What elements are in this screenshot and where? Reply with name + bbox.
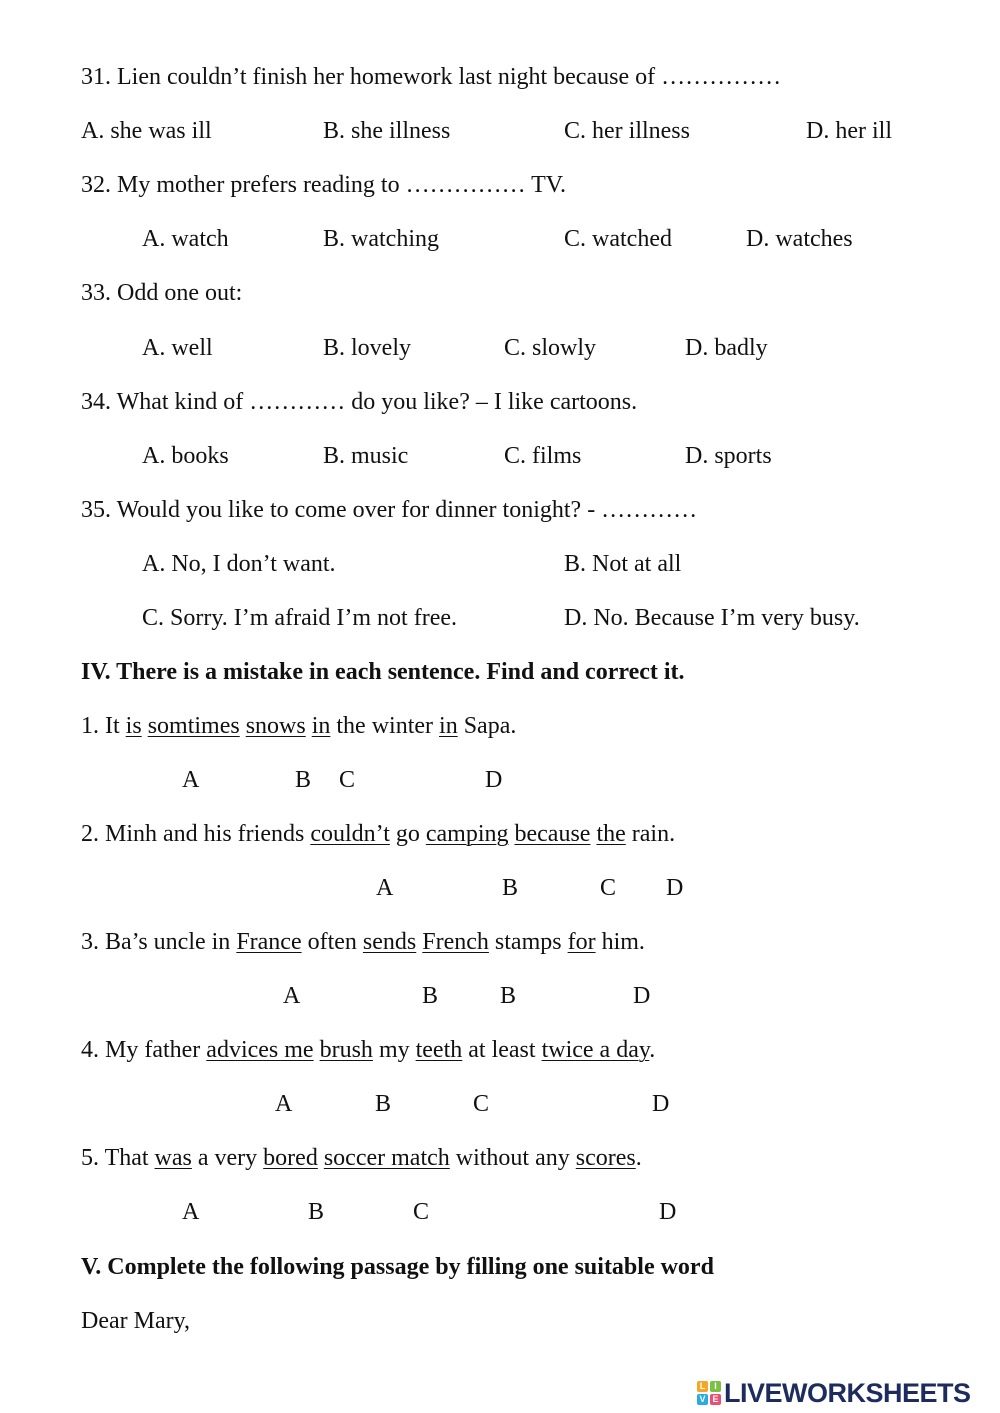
s4-label-a[interactable]: A xyxy=(275,1091,293,1117)
s5-label-a[interactable]: A xyxy=(182,1199,200,1225)
s1-label-b[interactable]: B xyxy=(295,767,312,793)
s1-label-d[interactable]: D xyxy=(485,767,503,793)
q35-option-a[interactable]: A. No, I don’t want. xyxy=(142,551,336,577)
q31-option-b[interactable]: B. she illness xyxy=(323,118,451,144)
s3-label-d[interactable]: D xyxy=(633,983,651,1009)
s1-label-a[interactable]: A xyxy=(182,767,200,793)
q31-option-d[interactable]: D. her ill xyxy=(806,118,892,144)
q34-option-c[interactable]: C. films xyxy=(504,443,582,469)
q33-option-a[interactable]: A. well xyxy=(142,335,213,361)
s2-label-b[interactable]: B xyxy=(502,875,519,901)
q34-option-a[interactable]: A. books xyxy=(142,443,229,469)
q32-option-b[interactable]: B. watching xyxy=(323,226,439,252)
s4-label-d[interactable]: D xyxy=(652,1091,670,1117)
mistake-sentence-1: 1. It is somtimes snows in the winter in Sapa. xyxy=(81,713,517,739)
s2-label-d[interactable]: D xyxy=(666,875,684,901)
question-33-stem: 33. Odd one out: xyxy=(81,280,243,306)
s3-label-b[interactable]: B xyxy=(422,983,439,1009)
q32-option-c[interactable]: C. watched xyxy=(564,226,672,252)
mistake-sentence-3: 3. Ba’s uncle in France often sends French stamps for him. xyxy=(81,929,645,955)
s2-label-c[interactable]: C xyxy=(600,875,617,901)
question-32-stem: 32. My mother prefers reading to …………… TV. xyxy=(81,172,567,198)
logo-letter-i: I xyxy=(710,1381,721,1392)
s2-label-a[interactable]: A xyxy=(376,875,394,901)
s5-label-d[interactable]: D xyxy=(659,1199,677,1225)
logo-letter-e: E xyxy=(710,1394,721,1405)
q34-option-b[interactable]: B. music xyxy=(323,443,409,469)
s5-label-b[interactable]: B xyxy=(308,1199,325,1225)
q33-option-c[interactable]: C. slowly xyxy=(504,335,597,361)
q34-option-d[interactable]: D. sports xyxy=(685,443,772,469)
section-4-heading: IV. There is a mistake in each sentence. Find and correct it. xyxy=(81,659,685,685)
q35-option-c[interactable]: C. Sorry. I’m afraid I’m not free. xyxy=(142,605,457,631)
letter-salutation: Dear Mary, xyxy=(81,1308,191,1334)
question-35-stem: 35. Would you like to come over for dinner tonight? - ………… xyxy=(81,497,698,523)
mistake-sentence-2: 2. Minh and his friends couldn’t go camping because the rain. xyxy=(81,821,676,847)
q31-option-c[interactable]: C. her illness xyxy=(564,118,690,144)
q32-option-a[interactable]: A. watch xyxy=(142,226,229,252)
s1-label-c[interactable]: C xyxy=(339,767,356,793)
q33-option-b[interactable]: B. lovely xyxy=(323,335,411,361)
s4-label-b[interactable]: B xyxy=(375,1091,392,1117)
section-5-heading: V. Complete the following passage by filling one suitable word xyxy=(81,1254,714,1280)
q35-option-b[interactable]: B. Not at all xyxy=(564,551,682,577)
q32-option-d[interactable]: D. watches xyxy=(746,226,853,252)
logo-wordmark: LIVEWORKSHEETS xyxy=(724,1377,971,1408)
q33-option-d[interactable]: D. badly xyxy=(685,335,768,361)
q31-option-a[interactable]: A. she was ill xyxy=(81,118,212,144)
q35-option-d[interactable]: D. No. Because I’m very busy. xyxy=(564,605,860,631)
logo-letter-v: V xyxy=(697,1394,708,1405)
s4-label-c[interactable]: C xyxy=(473,1091,490,1117)
s3-label-a[interactable]: A xyxy=(283,983,301,1009)
mistake-sentence-5: 5. That was a very bored soccer match without any scores. xyxy=(81,1145,642,1171)
liveworksheets-logo[interactable] xyxy=(697,1378,971,1408)
s3-label-b2[interactable]: B xyxy=(500,983,517,1009)
question-34-stem: 34. What kind of ………… do you like? – I like cartoons. xyxy=(81,389,638,415)
mistake-sentence-4: 4. My father advices me brush my teeth at least twice a day. xyxy=(81,1037,656,1063)
question-31-stem: 31. Lien couldn’t finish her homework last night because of …………… xyxy=(81,64,782,90)
logo-icon xyxy=(697,1381,721,1405)
logo-letter-l: L xyxy=(697,1381,708,1392)
s5-label-c[interactable]: C xyxy=(413,1199,430,1225)
